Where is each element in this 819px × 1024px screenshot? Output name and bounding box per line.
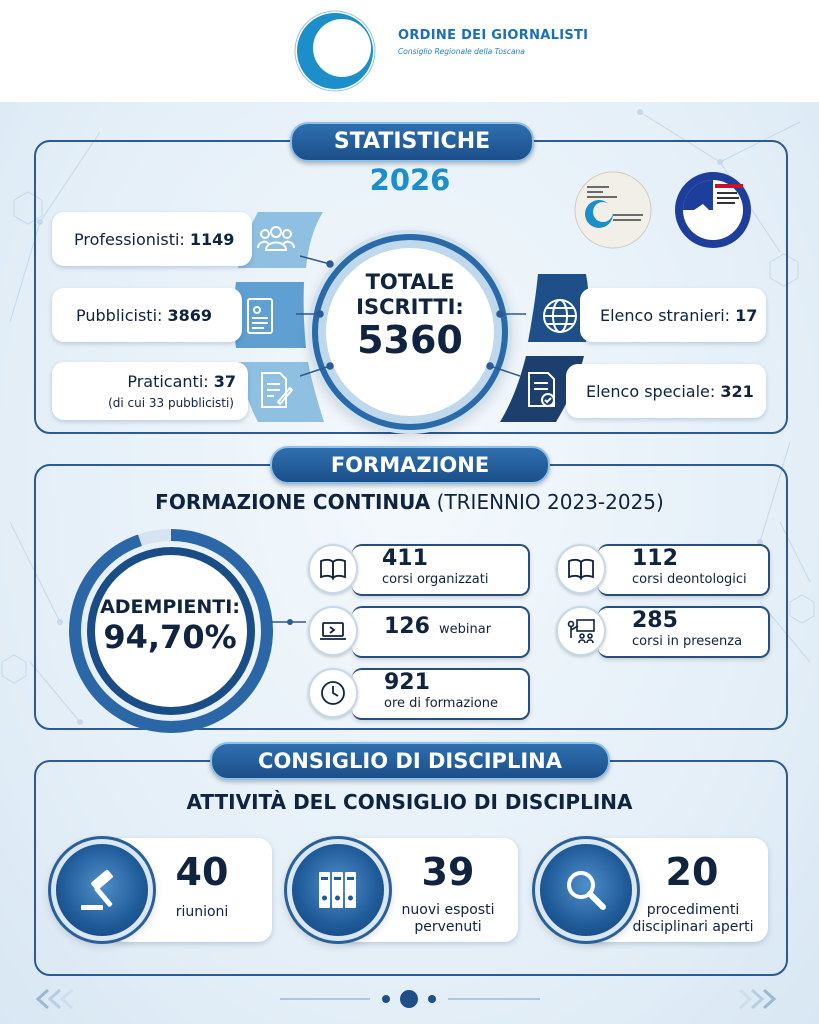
ore-formazione-card [352, 668, 530, 720]
laptop-icon [308, 606, 358, 656]
ordine-seal-icon [573, 170, 653, 250]
ore-formazione-value: 921 [384, 670, 430, 695]
globe-icon [540, 296, 580, 336]
corsi-deontologici-label: corsi deontologici [632, 572, 747, 587]
footer-decoration [0, 982, 819, 1016]
corsi-presenza-label: corsi in presenza [632, 634, 743, 649]
binders-circle [292, 844, 384, 936]
formazione-subtitle-light: (TRIENNIO 2023-2025) [430, 490, 664, 514]
logo-title: ORDINE DEI GIORNALISTI [398, 28, 589, 43]
procedimenti-label-2: disciplinari aperti [632, 919, 754, 935]
adempienti-connector [270, 614, 310, 630]
stranieri-label: Elenco stranieri: [600, 306, 736, 325]
speciale-value: 321 [720, 382, 754, 401]
webinar-line [384, 614, 491, 639]
adempienti-label: ADEMPIENTI: [100, 596, 240, 618]
magnifier-icon [561, 865, 611, 915]
corsi-presenza-value: 285 [632, 608, 678, 633]
fondazione-seal-icon [673, 170, 753, 250]
document-pen-icon [258, 370, 294, 410]
book-icon [308, 544, 358, 594]
praticanti-value: 37 [213, 372, 236, 391]
webinar-value: 126 [384, 614, 430, 639]
year-label: 2026 [369, 163, 451, 197]
praticanti-label: Praticanti: [127, 372, 214, 391]
ordine-logo-icon [292, 8, 378, 94]
clock-icon [308, 668, 358, 718]
esposti-label-1: nuovi esposti [401, 902, 495, 918]
speciale-card [566, 364, 766, 418]
book-icon [556, 544, 606, 594]
procedimenti-label-1: procedimenti [646, 902, 740, 918]
disciplina-subtitle: ATTIVITÀ DEL CONSIGLIO DI DISCIPLINA [186, 790, 633, 814]
corsi-organizzati-value: 411 [382, 546, 428, 571]
corsi-presenza-card [598, 606, 770, 658]
formazione-subtitle [0, 490, 819, 514]
praticanti-note: (di cui 33 pubblicisti) [108, 396, 234, 410]
formazione-subtitle-bold: FORMAZIONE CONTINUA [155, 490, 431, 514]
corsi-organizzati-card [352, 544, 530, 596]
stranieri-value: 17 [735, 306, 758, 325]
professionisti-label: Professionisti: [74, 230, 190, 249]
corsi-deontologici-card [598, 544, 770, 596]
statistiche-title: STATISTICHE [290, 122, 534, 162]
header [0, 0, 819, 102]
binders-icon [313, 868, 363, 912]
riunioni-label: riunioni [175, 904, 229, 920]
totale-label-2: ISCRITTI: [356, 295, 464, 319]
totale-value: 5360 [357, 318, 463, 362]
pubblicisti-value: 3869 [167, 306, 213, 325]
professionisti-value: 1149 [189, 230, 235, 249]
procedimenti-value: 20 [665, 850, 719, 894]
corsi-deontologici-value: 112 [632, 546, 678, 571]
totale-label-1: TOTALE [365, 270, 455, 294]
esposti-value: 39 [421, 850, 475, 894]
webinar-label: webinar [439, 622, 492, 637]
adempienti-value: 94,70% [103, 618, 237, 656]
logo-subtitle: Consiglio Regionale della Toscana [398, 47, 525, 56]
disciplina-title: CONSIGLIO DI DISCIPLINA [210, 742, 610, 780]
professionisti-card [52, 212, 252, 266]
stranieri-card [580, 288, 766, 342]
esposti-label-2: pervenuti [414, 919, 482, 935]
gavel-icon [77, 865, 127, 915]
pubblicisti-label: Pubblicisti: [76, 306, 168, 325]
formazione-title: FORMAZIONE [270, 446, 550, 484]
classroom-icon [556, 606, 606, 656]
ore-formazione-label: ore di formazione [384, 696, 499, 711]
praticanti-card [52, 362, 248, 420]
corsi-organizzati-label: corsi organizzati [382, 572, 489, 587]
id-card-icon [244, 296, 276, 336]
pubblicisti-card [52, 288, 242, 342]
riunioni-value: 40 [175, 850, 229, 894]
speciale-label: Elenco speciale: [586, 382, 721, 401]
connector-lines [290, 240, 530, 390]
certificate-icon [524, 370, 560, 410]
